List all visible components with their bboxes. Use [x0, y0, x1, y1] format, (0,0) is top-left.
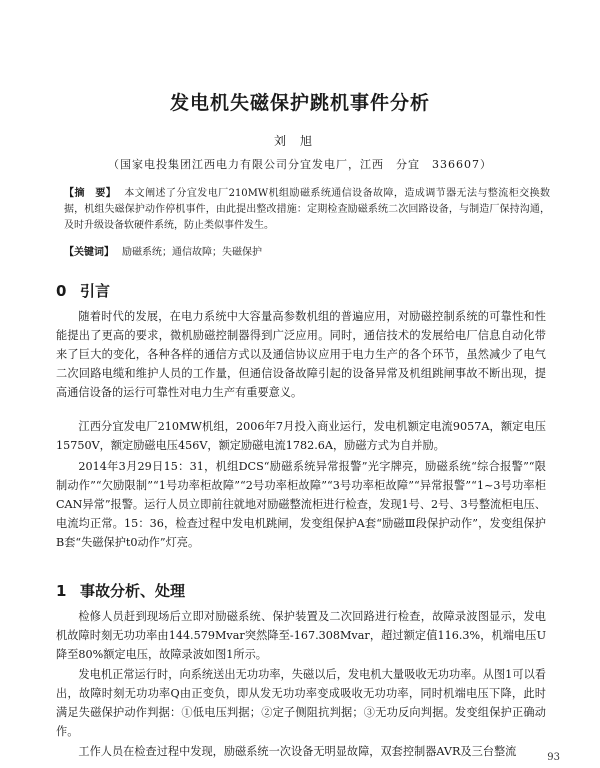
- section-number: 0: [56, 282, 67, 300]
- author-affiliation: （国家电投集团江西电力有限公司分宜发电厂，江西 分宜 336607）: [108, 158, 492, 171]
- keywords-tag: 【关键词】: [64, 247, 114, 258]
- abstract-tag: 【摘 要】: [64, 188, 117, 199]
- author-name: 刘旭: [273, 134, 326, 148]
- keywords-text: 励磁系统；通信故障；失磁保护: [122, 247, 262, 258]
- paragraph: 发电机正常运行时，向系统送出无功功率，失磁以后，发电机大量吸收无功功率。从图1可以看出，故障时刻无功功率Q由正变负，即从发无功功率变成吸收无功功率，同时机端电压下降，此时满足失磁保护动作判据：①低电压判据；②定子侧阻抗判据；③无功反向判据。发变组保护正确动作。: [56, 668, 546, 739]
- keywords-block: [64, 246, 550, 260]
- section-title: 事故分析、处理: [80, 582, 186, 600]
- paragraph: 检修人员赶到现场后立即对励磁系统、保护装置及二次回路进行检查，故障录波图显示，发电机故障时刻无功功率由144.579Mvar突然降至-167.308Mvar，超过额定值116.3%，机端电压U降至80%额定电压，故障录波如图1所示。: [56, 610, 546, 662]
- paragraph: 江西分宜发电厂210MW机组，2006年7月投入商业运行，发电机额定电流9057A，额定电压15750V，额定励磁电压456V，额定励磁电流1782.6A，励磁方式为自并励。: [56, 420, 546, 453]
- paragraph: 2014年3月29日15：31，机组DCS“励磁系统异常报警”光字牌亮，励磁系统“综合报警”“限制动作”“欠励限制”“1号功率柜故障”“2号功率柜故障”“3号功率柜故障”“异常报警”“1~3号功率柜CAN异常”报警。运行人员立即前往就地对励磁整流柜进行检查，发现1号、2号、3号整流柜电压、电流均正常。15：36，检查过程中发电机跳闸，发变组保护A套“励磁Ⅲ段保护动作”，发变组保护B套“失磁保护t0动作”灯亮。: [56, 460, 546, 550]
- paragraph: 随着时代的发展，在电力系统中大容量高参数机组的普遍应用，对励磁控制系统的可靠性和性能提出了更高的要求，微机励磁控制器得到广泛应用。同时，通信技术的发展给电厂信息自动化带来了巨大的变化，各种各样的通信方式以及通信协议应用于电力生产的各个环节，虽然减少了电气二次回路电缆和维护人员的工作量，但通信设备故障引起的设备异常及机组跳闸事故不断出现，提高通信设备的运行可靠性对电力生产有重要意义。: [56, 310, 546, 400]
- abstract-text: 本文阐述了分宜发电厂210MW机组励磁系统通信设备故障，造成调节器无法与整流柜交换数据，机组失磁保护动作停机事件，由此提出整改措施：定期检查励磁系统二次回路设备，与制造厂保持沟通，及时升级设备软硬件系统，防止类似事件发生。: [64, 188, 551, 231]
- page-number: 93: [547, 752, 560, 763]
- section-number: 1: [56, 582, 67, 600]
- section-heading-analysis: [56, 580, 185, 601]
- paragraph: 工作人员在检查过程中发现，励磁系统一次设备无明显故障，双套控制器AVR及三台整流: [78, 745, 517, 759]
- abstract-block: [64, 186, 550, 234]
- paper-title: 发电机失磁保护跳机事件分析: [169, 92, 430, 114]
- section-heading-intro: [56, 280, 110, 301]
- section-title: 引言: [80, 282, 111, 300]
